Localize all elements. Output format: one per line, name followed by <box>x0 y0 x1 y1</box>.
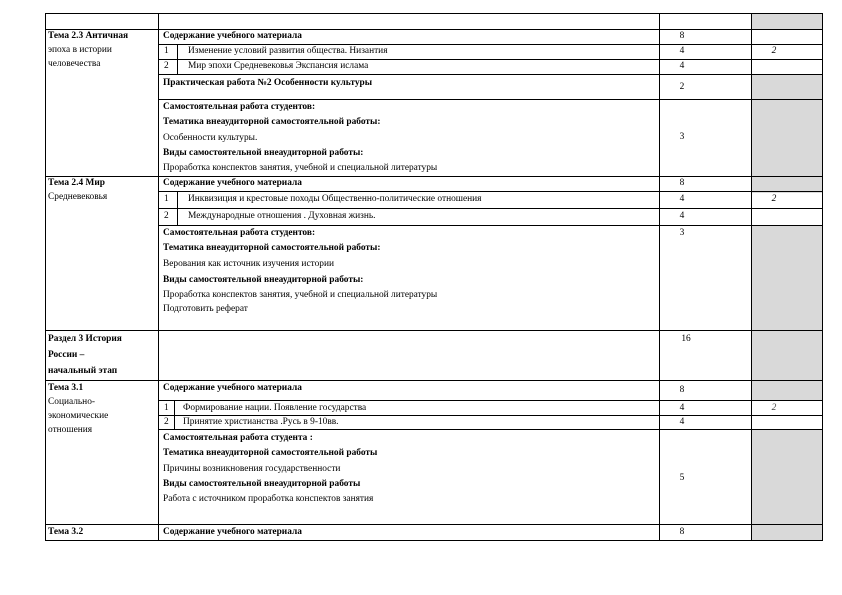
content-heading: Содержание учебного материала <box>163 31 302 41</box>
content-heading: Содержание учебного материала <box>163 527 302 537</box>
hours-value: 3 <box>679 228 685 238</box>
item-text: Изменение условий развития общества. Низантия <box>188 46 388 56</box>
item-text: Инквизиция и крестовые походы Общественно-политические отношения <box>188 194 482 204</box>
independent-line: Проработка конспектов занятия, учебной и специальной литературы <box>163 290 438 300</box>
independent-line: Подготовить реферат <box>163 304 248 314</box>
hours-value: 8 <box>679 178 685 188</box>
item-number: 2 <box>164 61 169 71</box>
independent-heading: Самостоятельная работа студентов: <box>163 102 316 112</box>
item-number: 1 <box>164 194 169 204</box>
content-heading: Содержание учебного материала <box>163 383 302 393</box>
hours-value: 4 <box>679 194 685 204</box>
item-text: Формирование нации. Появление государства <box>183 403 367 413</box>
level-value: 2 <box>771 194 777 204</box>
independent-line: Тематика внеаудиторной самостоятельной работы: <box>163 117 381 127</box>
topic-title: Средневековья <box>48 192 108 202</box>
level-shade <box>751 225 822 401</box>
independent-line: Виды самостоятельной внеаудиторной работы <box>163 479 361 489</box>
independent-line: Верования как источник изучения истории <box>163 259 334 269</box>
hours-value: 8 <box>679 385 685 395</box>
independent-line: Работа с источником проработка конспектов занятия <box>163 494 374 504</box>
content-heading: Содержание учебного материала <box>163 178 302 188</box>
section-title: Раздел 3 История <box>48 334 122 344</box>
independent-line: Тематика внеаудиторной самостоятельной работы: <box>163 243 381 253</box>
independent-line: Виды самостоятельной внеаудиторной работы: <box>163 275 364 285</box>
item-number: 2 <box>164 211 169 221</box>
topic-title: Тема 3.2 <box>48 527 84 537</box>
section-title: начальный этап <box>48 366 118 376</box>
independent-line: Виды самостоятельной внеаудиторной работы: <box>163 148 364 158</box>
independent-heading: Самостоятельная работа студента : <box>163 433 313 443</box>
independent-line: Проработка конспектов занятия, учебной и специальной литературы <box>163 163 438 173</box>
hours-value: 4 <box>679 417 685 427</box>
hours-value: 2 <box>679 82 685 92</box>
topic-title: человечества <box>48 59 101 69</box>
section-title: России – <box>48 350 85 360</box>
level-shade <box>751 13 822 30</box>
hours-value: 4 <box>679 61 685 71</box>
topic-title: отношения <box>48 425 93 435</box>
topic-title: эпоха в истории <box>48 45 112 55</box>
independent-line: Тематика внеаудиторной самостоятельной работы <box>163 448 378 458</box>
level-value: 2 <box>771 46 777 56</box>
practical-work: Практическая работа №2 Особенности культуры <box>163 78 373 88</box>
topic-title: экономические <box>48 411 109 421</box>
item-number: 1 <box>164 403 169 413</box>
topic-title: Тема 2.4 Мир <box>48 178 105 188</box>
hours-value: 16 <box>681 334 691 344</box>
topic-title: Тема 2.3 Античная <box>48 31 129 41</box>
hours-value: 4 <box>679 211 685 221</box>
item-text: Международные отношения . Духовная жизнь. <box>188 211 376 221</box>
hours-value: 3 <box>679 132 685 142</box>
hours-value: 4 <box>679 403 685 413</box>
item-text: Мир эпохи Средневековья Экспансия ислама <box>188 61 369 71</box>
hours-value: 5 <box>679 473 685 483</box>
independent-line: Причины возникновения государственности <box>163 464 341 474</box>
hours-value: 4 <box>679 46 685 56</box>
item-number: 2 <box>164 417 169 427</box>
hours-value: 8 <box>679 527 685 537</box>
independent-line: Особенности культуры. <box>163 133 258 143</box>
topic-title: Тема 3.1 <box>48 383 84 393</box>
level-value: 2 <box>771 403 777 413</box>
item-number: 1 <box>164 46 169 56</box>
hours-value: 8 <box>679 31 685 41</box>
independent-heading: Самостоятельная работа студентов: <box>163 228 316 238</box>
topic-title: Социально- <box>48 397 95 407</box>
item-text: Принятие христианства .Русь в 9-10вв. <box>183 417 339 427</box>
